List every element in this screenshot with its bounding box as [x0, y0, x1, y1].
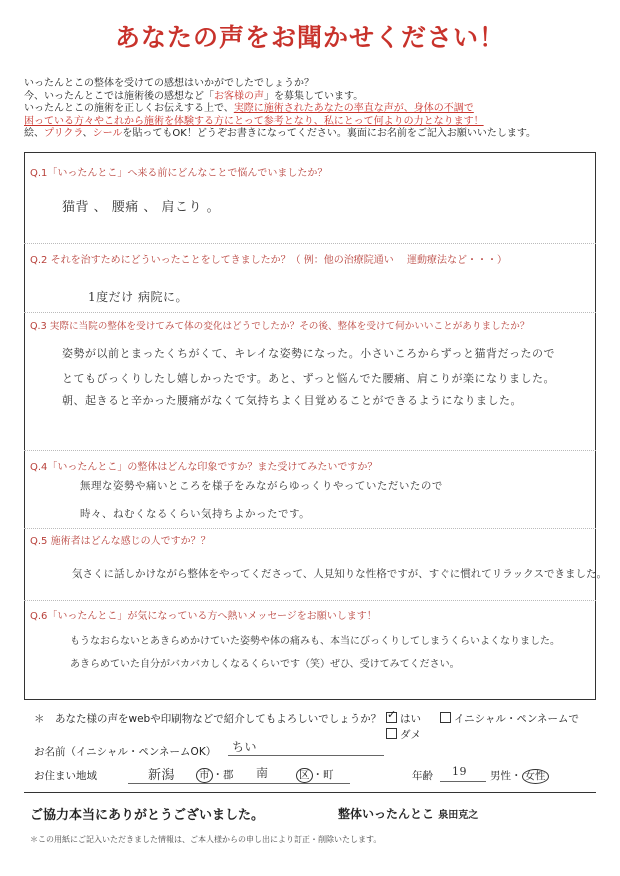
consent-no-checkbox[interactable]	[386, 728, 397, 739]
consent-initial-label: イニシャル・ペンネームで	[454, 713, 580, 725]
divider	[24, 528, 596, 529]
gun-label: ・郡	[212, 769, 234, 781]
intro-line-5: 絵、プリクラ、シールを貼ってもOK！どうぞお書きになってください。裏面にお名前をご記入お願いいたします。	[24, 128, 537, 139]
gender-group[interactable]	[490, 768, 549, 784]
age-label: 年齢	[412, 770, 433, 782]
gender-male[interactable]: 男性	[490, 770, 511, 782]
age-value[interactable]: 19	[452, 765, 467, 778]
consent-no-option[interactable]	[386, 727, 421, 742]
consent-yes-checkbox[interactable]	[386, 708, 397, 723]
consent-yes-option[interactable]	[386, 708, 421, 726]
question-4: Q.4「いったんとこ」の整体はどんな印象ですか？また受けてみたいですか？	[30, 462, 378, 473]
name-value[interactable]: ちい	[232, 740, 258, 754]
intro-text	[24, 78, 604, 141]
divider	[24, 312, 596, 313]
address-ward-group	[296, 767, 334, 783]
answer-6-line-1: もうなおらないとあきらめかけていた姿勢や体の痛みも、本当にびっくりしてしまうくらいよくなりました。	[70, 636, 560, 647]
address-underline	[128, 783, 350, 784]
name-label: お名前（イニシャル・ペンネームOK）	[34, 746, 217, 758]
answer-5-line-1: 気さくに話しかけながら整体をやってくださって、人見知りな性格ですが、すぐに慣れてリラックスできました。	[72, 568, 607, 580]
signature-person: 泉田克之	[438, 810, 479, 821]
answer-6-line-2: あきらめていた自分がバカバカしくなるくらいです（笑）ぜひ、受けてみてください。	[70, 659, 460, 670]
answer-1-line-1: 猫背 、 腰痛 、 肩こり 。	[62, 200, 221, 215]
intro-line-1: いったんとこの整体を受けての感想はいかがでしたでしょうか？	[24, 78, 314, 89]
question-1: Q.1「いったんとこ」へ来る前にどんなことで悩んでいましたか？	[30, 168, 328, 179]
privacy-note: ＊この用紙にご記入いただきました情報は、ご本人様からの申し出により訂正・削除いたします。	[30, 835, 382, 844]
thanks-message: ご協力本当にありがとうございました。	[30, 808, 265, 823]
ward-circle: 区	[296, 768, 313, 783]
address-city-group	[196, 767, 234, 783]
answer-4-line-2: 時々、ねむくなるくらい気持ちよかったです。	[80, 508, 311, 520]
question-5: Q.5 施術者はどんな感じの人ですか？？	[30, 536, 211, 547]
answer-4-line-1: 無理な姿勢や痛いところを様子をみながらゆっくりやっていただいたので	[80, 480, 443, 492]
answer-2-line-1: 1度だけ 病院に。	[88, 290, 188, 304]
divider	[24, 600, 596, 601]
answer-3-line-2: とてもびっくりしたし嬉しかったです。あと、ずっと悩んでた腰痛、肩こりが楽になりました。	[62, 372, 555, 385]
page-title: あなたの声をお聞かせください！	[114, 23, 505, 52]
intro-line-4: 困っている方々やこれから施術を体験する方にとって参考となり、私にとって何よりの力となります！	[24, 115, 484, 127]
check-mark-icon: ✓	[387, 708, 397, 721]
question-2: Q.2 それを治すためにどういったことをしてきましたか？（ 例：他の治療院通い 運動療法など・・・）	[30, 255, 507, 266]
gender-separator: ・	[511, 770, 522, 782]
answer-3-line-1: 姿勢が以前とまったくちがくて、キレイな姿勢になった。小さいころからずっと猫背だったので	[62, 347, 555, 360]
consent-question: ＊ あなた様の声をwebや印刷物などで紹介してもよろしいでしょうか？	[34, 713, 382, 725]
name-underline	[228, 755, 384, 756]
intro-line-3: いったんとこの施術を正しくお伝えする上で、実際に施術されたあなたの率直な声が、身体の不調で	[24, 103, 474, 114]
intro-line-2: 今、いったんとこでは施術後の感想など「お客様の声」を募集しています。	[24, 90, 364, 102]
answer-3-line-3: 朝、起きると辛かった腰痛がなくて気持ちよく目覚めることができるようになりました。	[62, 394, 522, 407]
question-6: Q.6「いったんとこ」が気になっている方へ熱いメッセージをお願いします！	[30, 611, 377, 622]
age-underline	[440, 781, 486, 782]
consent-initial-checkbox[interactable]	[440, 712, 451, 723]
consent-yes-label: はい	[400, 713, 421, 725]
gender-female-selected[interactable]: 女性	[522, 769, 549, 784]
signature	[338, 805, 478, 822]
consent-initial-option[interactable]	[440, 711, 579, 726]
city-circle: 市	[196, 768, 213, 783]
consent-no-label: ダメ	[400, 729, 421, 741]
divider	[24, 243, 596, 244]
footer-divider	[24, 792, 596, 793]
question-3: Q.3 実際に当院の整体を受けてみて体の変化はどうでしたか？その後、整体を受けて何かいいことがありましたか？	[30, 321, 530, 332]
signature-shop: 整体いったんとこ	[338, 807, 435, 821]
address-prefecture[interactable]: 新潟	[148, 768, 176, 783]
address-ward[interactable]: 南	[256, 766, 269, 780]
address-label: お住まい地域	[34, 770, 97, 782]
divider	[24, 450, 596, 451]
town-label: ・町	[312, 769, 334, 781]
